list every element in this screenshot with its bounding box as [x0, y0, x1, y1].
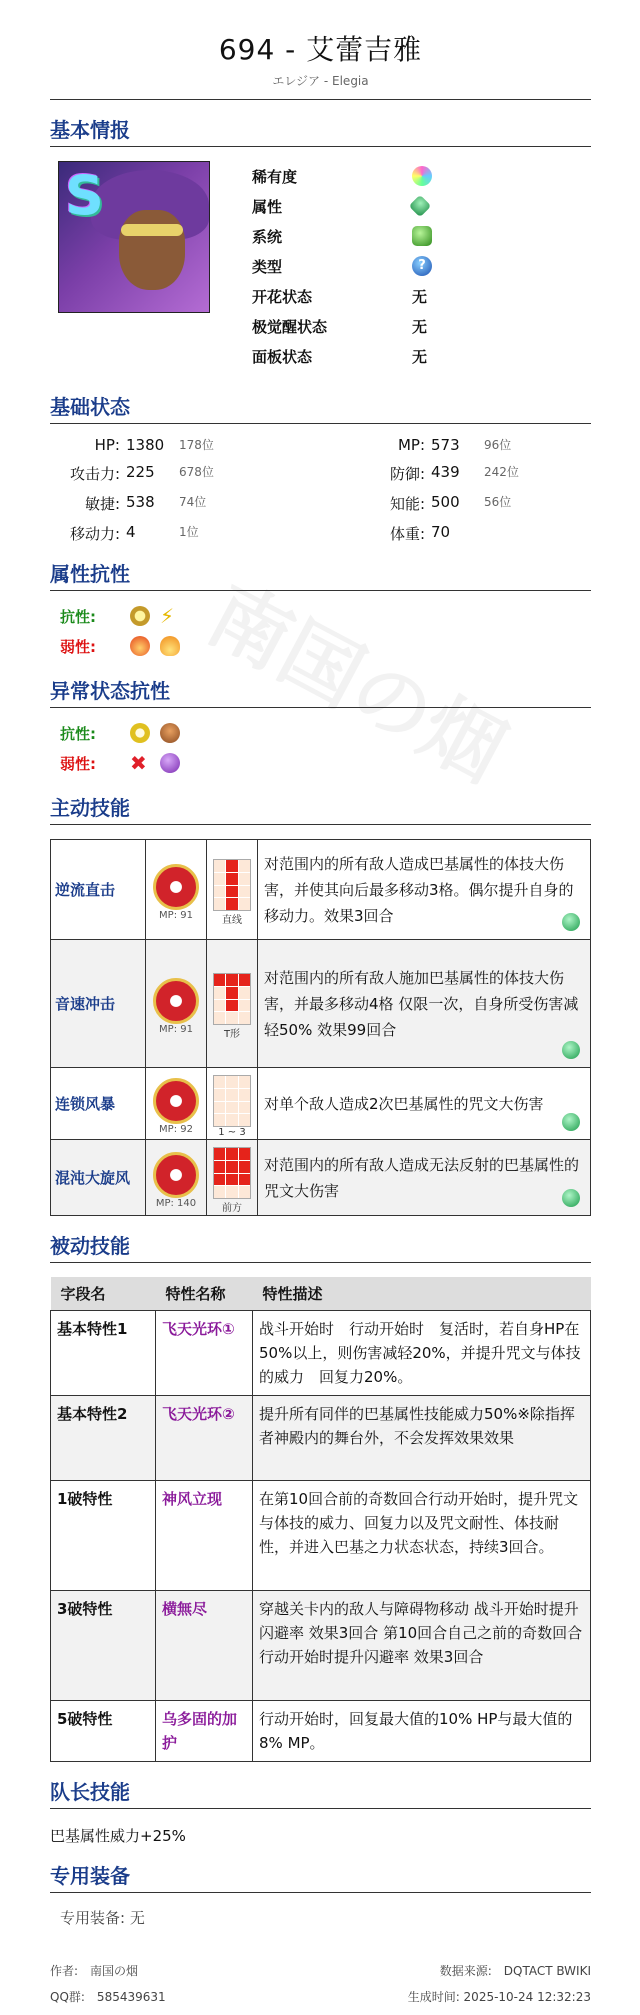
skill-description: 对范围内的所有敌人施加巴基属性的体技大伤害，并最多移动4格 仅限一次，自身所受伤害减轻50% 效果99回合 [264, 968, 579, 1039]
section-status-resist: 异常状态抗性 [50, 675, 591, 708]
gem-icon [562, 1189, 580, 1207]
type-question-icon: ? [412, 256, 432, 276]
section-basic-stats: 基础状态 [50, 391, 591, 424]
slime-icon [160, 753, 180, 773]
skill-row: 逆流直击 MP: 91 直线 对范围内的所有敌人造成巴基属性的体技大伤害，并使其向后最多移动3格。偶尔提升自身的移动力。效果3回合 [51, 840, 591, 940]
divider [50, 99, 591, 100]
qq-group: QQ群: 585439631 [50, 1990, 166, 2004]
page [50, 0, 591, 2010]
status-resist: 抗性: 弱性: ✖ [50, 718, 591, 778]
passive-row: 1破特性 神风立现 在第10回合前的奇数回合行动开始时，提升咒文与体技的威力、回复力以及咒文耐性、体技耐性，并进入巴基之力状态状态，持续3回合。 [51, 1481, 591, 1591]
skill-description: 对单个敌人造成2次巴基属性的咒文大伤害 [264, 1094, 544, 1113]
bind-icon [160, 723, 180, 743]
skill-name: 音速冲击 [51, 940, 146, 1068]
gem-icon [562, 1041, 580, 1059]
skill-name: 逆流直击 [51, 840, 146, 940]
rarity-s-icon: S [65, 164, 104, 227]
passive-row: 5破特性 乌多固的加护 行动开始时，回复最大值的10% HP与最大值的8% MP。 [51, 1701, 591, 1762]
info-row: 系统 [252, 221, 432, 251]
skill-name: 混沌大旋风 [51, 1140, 146, 1216]
info-row: 开花状态 无 [252, 287, 428, 306]
element-resist: 抗性: ⚡ 弱性: [50, 601, 591, 661]
basic-info [50, 161, 591, 377]
range-grid [213, 859, 251, 911]
passive-header-row: 字段名 特性名称 特性描述 [51, 1277, 591, 1311]
passive-row: 3破特性 横無尽 穿越关卡内的敌人与障碍物移动 战斗开始时提升闪避率 效果3回合 第10回合自己之前的奇数回合行动开始时提升闪避率 效果3回合 [51, 1591, 591, 1701]
section-active-skills: 主动技能 [50, 792, 591, 825]
passive-skills-table [50, 1277, 591, 1762]
skill-row: 混沌大旋风 MP: 140 前方 对范围内的所有敌人造成无法反射的巴基属性的咒文大伤害 [51, 1140, 591, 1216]
lightning-icon: ⚡ [160, 604, 175, 628]
system-gem-icon [412, 226, 432, 246]
range-grid [213, 1075, 251, 1127]
rarity-s-icon [412, 166, 432, 186]
confusion-icon [130, 723, 150, 743]
range-grid [213, 1147, 251, 1199]
flame-icon [160, 636, 180, 656]
section-basic-info: 基本情报 [50, 114, 591, 147]
info-row: 面板状态 无 [252, 347, 428, 366]
gem-icon [562, 1113, 580, 1131]
page-subtitle: エレジア - Elegia [272, 74, 369, 88]
passive-row: 基本特性1 飞天光环① 战斗开始时 行动开始时 复活时，若自身HP在50%以上，则伤害减轻20%，并提升咒文与体技的威力 回复力20%。 [51, 1311, 591, 1396]
element-gem-icon [409, 195, 432, 218]
page-title: 694 - 艾蕾吉雅 [218, 33, 423, 66]
info-row: 稀有度 [252, 161, 432, 191]
character-portrait [58, 161, 210, 313]
exclusive-equip-text: 专用装备: 无 [60, 1909, 145, 1927]
footer [50, 1958, 591, 2010]
section-passive-skills: 被动技能 [50, 1230, 591, 1263]
skill-row: 音速冲击 MP: 91 T形 对范围内的所有敌人施加巴基属性的体技大伤害，并最多移动4格 仅限一次，自身所受伤害减轻50% 效果99回合 [51, 940, 591, 1068]
section-element-resist: 属性抗性 [50, 558, 591, 591]
info-row: 极觉醒状态 无 [252, 317, 428, 336]
cross-icon: ✖ [130, 751, 147, 775]
fire-icon [130, 636, 150, 656]
data-source: 数据来源: DQTACT BWIKI [439, 1964, 591, 1978]
skill-description: 对范围内的所有敌人造成巴基属性的体技大伤害，并使其向后最多移动3格。偶尔提升自身的移动力。效果3回合 [264, 854, 574, 925]
info-list [252, 161, 432, 377]
stats-grid: HP: 1380 178位 MP: 573 96位 攻击力: 225 678位 防御: 439 242位 敏捷: 538 74位 知能: 500 56位 移动力: 4 1位 体重: 70 [69, 436, 519, 543]
spell-skill-icon [153, 1078, 199, 1124]
passive-row: 基本特性2 飞天光环② 提升所有同伴的巴基属性技能威力50%※除指挥者神殿内的舞台外，不会发挥效果效果 [51, 1396, 591, 1481]
watermark: 南国の烟 [193, 567, 520, 800]
physical-skill-icon [153, 978, 199, 1024]
info-row: 属性 [252, 191, 432, 221]
skill-row: 连锁风暴 MP: 92 1 ~ 3 对单个敌人造成2次巴基属性的咒文大伤害 [51, 1068, 591, 1140]
skill-description: 对范围内的所有敌人造成无法反射的巴基属性的咒文大伤害 [264, 1155, 580, 1200]
author: 作者: 南国の烟 [50, 1964, 139, 1978]
generated-time: 生成时间: 2025-10-24 12:32:23 [407, 1990, 591, 2004]
info-row: 类型 ? [252, 251, 432, 281]
leader-skill-text: 巴基属性威力+25% [50, 1827, 186, 1845]
skill-name: 连锁风暴 [51, 1068, 146, 1140]
gem-icon [562, 913, 580, 931]
physical-skill-icon [153, 864, 199, 910]
section-exclusive-equip: 专用装备 [50, 1860, 591, 1893]
sun-icon [130, 606, 150, 626]
range-grid [213, 973, 251, 1025]
active-skills-table [50, 839, 591, 1216]
section-leader-skill: 队长技能 [50, 1776, 591, 1809]
spell-skill-icon [153, 1152, 199, 1198]
